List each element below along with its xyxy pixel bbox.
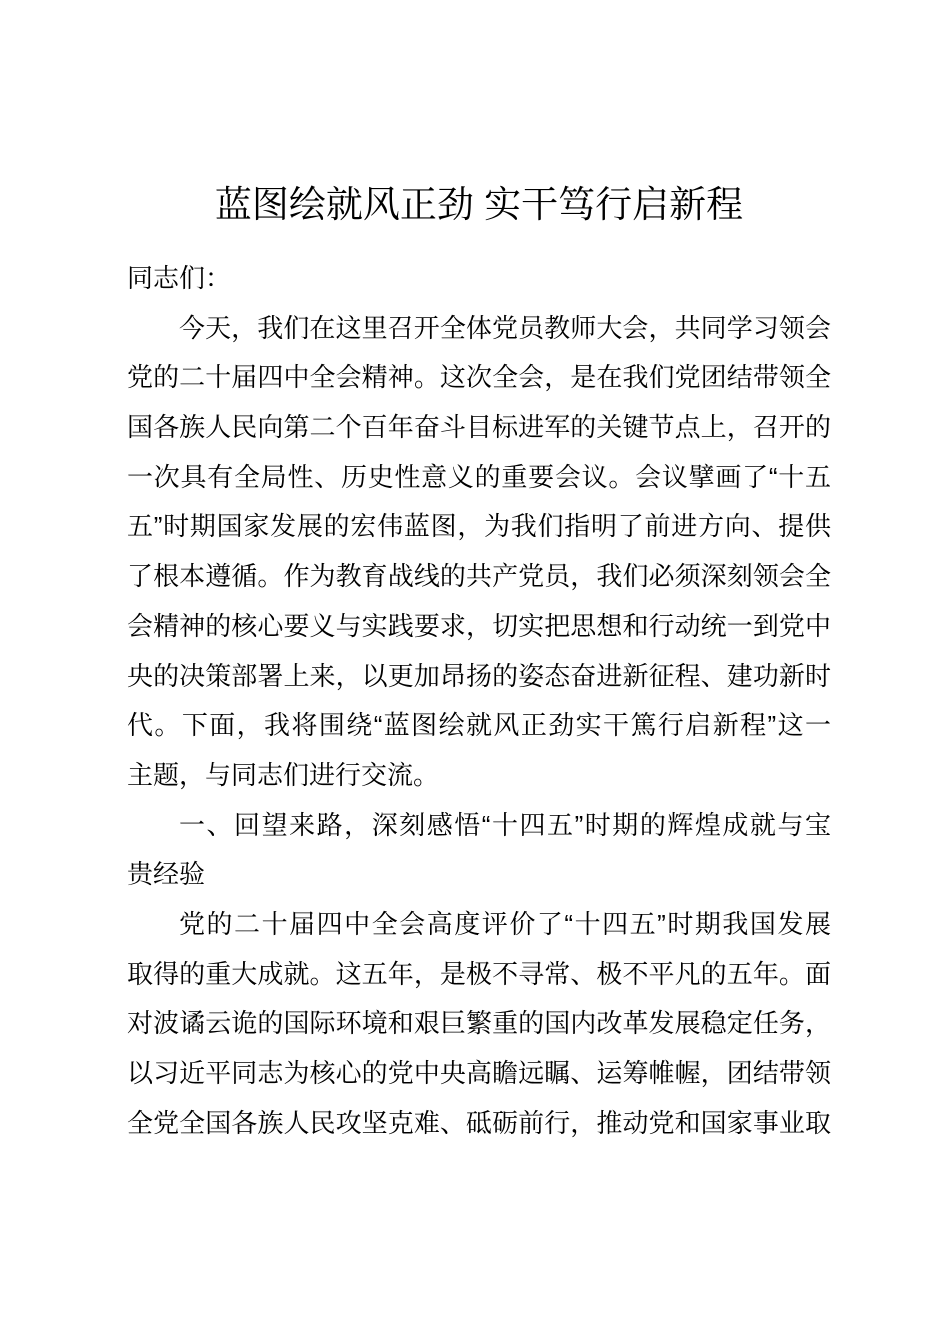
text-line: 国各族人民向第二个百年奋斗目标进军的关键节点上，召开的 <box>127 412 831 443</box>
text-line: 今天，我们在这里召开全体党员教师大会，共同学习领会 <box>179 312 831 343</box>
document-body <box>127 254 831 1148</box>
text-line: 同志们： <box>127 263 232 293</box>
text-line: 了根本遵循。作为教育战线的共产党员，我们必须深刻领会全 <box>127 561 831 592</box>
paragraph-body <box>127 304 831 801</box>
text-line: 对波谲云诡的国际环境和艰巨繁重的国内改革发展稳定任务， <box>127 1008 831 1039</box>
text-line: 以习近平同志为核心的党中央高瞻远瞩、运筹帷幄，团结带领 <box>127 1058 831 1088</box>
text-line: 主题，与同志们进行交流。 <box>127 759 440 790</box>
text-line: 贵经验 <box>127 859 206 890</box>
text-line: 取得的重大成就。这五年，是极不寻常、极不平凡的五年。面 <box>127 958 831 989</box>
text-line: 央的决策部署上来，以更加昂扬的姿态奋进新征程、建功新时 <box>127 660 831 691</box>
document-title: 蓝图绘就风正劲 实干笃行启新程 <box>214 184 744 225</box>
text-line: 一次具有全局性、历史性意义的重要会议。会议擘画了“十五 <box>127 461 831 492</box>
text-line: 五”时期国家发展的宏伟蓝图，为我们指明了前进方向、提供 <box>127 511 831 542</box>
text-line: 会精神的核心要义与实践要求，切实把思想和行动统一到党中 <box>127 610 831 641</box>
text-line: 全党全国各族人民攻坚克难、砥砺前行，推动党和国家事业取 <box>127 1107 831 1138</box>
text-line: 一、回望来路，深刻感悟“十四五”时期的辉煌成就与宝 <box>179 809 831 840</box>
paragraph-heading <box>127 801 831 900</box>
text-line: 党的二十届四中全会高度评价了“十四五”时期我国发展 <box>179 908 831 939</box>
paragraph-body <box>127 900 831 1148</box>
text-line: 代。下面，我将围绕“蓝图绘就风正劲实干篤行启新程”这一 <box>127 710 831 741</box>
text-line: 党的二十届四中全会精神。这次全会，是在我们党团结带领全 <box>127 362 831 393</box>
paragraph-salutation <box>127 254 831 304</box>
